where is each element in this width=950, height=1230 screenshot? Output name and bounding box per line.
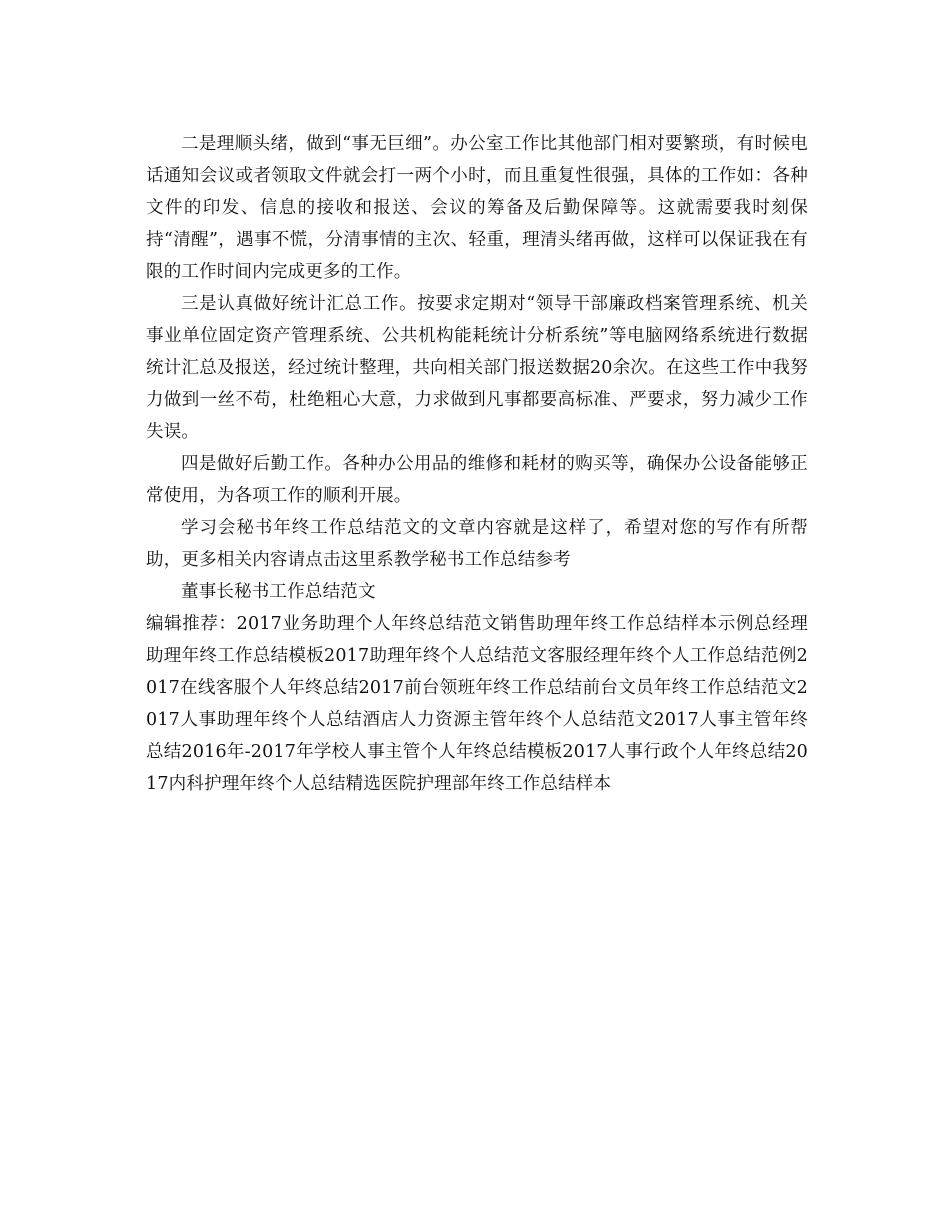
paragraph-statistics-work: 三是认真做好统计汇总工作。按要求定期对“领导干部廉政档案管理系统、机关事业单位固定资产管理系统、公共机构能耗统计分析系统”等电脑网络系统进行数据统计汇总及报送，经过统计整理，共向相关部门报送数据20余次。在这些工作中我努力做到一丝不苟，杜绝粗心大意，力求做到凡事都要高标准、严要求，努力减少工作失误。	[146, 294, 808, 442]
related-article-title: 董事长秘书工作总结范文	[181, 582, 376, 602]
editor-recommendations: 编辑推荐：2017业务助理个人年终总结范文销售助理年终工作总结样本示例总经理助理年终工作总结模板2017助理年终个人总结范文客服经理年终个人工作总结范例2017在线客服个人年终总结2017前台领班年终工作总结前台文员年终工作总结范文2017人事助理年终个人总结酒店人力资源主管年终个人总结范文2017人事主管年终总结2016年-2017年学校人事主管个人年终总结模板2017人事行政个人年终总结2017内科护理年终个人总结精选医院护理部年终工作总结样本	[146, 614, 808, 794]
paragraph-logistics-work: 四是做好后勤工作。各种办公用品的维修和耗材的购买等，确保办公设备能够正常使用，为各项工作的顺利开展。	[146, 454, 808, 506]
paragraph-clarify-tasks: 二是理顺头绪，做到“事无巨细”。办公室工作比其他部门相对要繁琐，有时候电话通知会议或者领取文件就会打一两个小时，而且重复性很强，具体的工作如：各种文件的印发、信息的接收和报送、会议的筹备及后勤保障等。这就需要我时刻保持“清醒”，遇事不慌，分清事情的主次、轻重，理清头绪再做，这样可以保证我在有限的工作时间内完成更多的工作。	[146, 134, 808, 282]
paragraph-closing-note: 学习会秘书年终工作总结范文的文章内容就是这样了，希望对您的写作有所帮助，更多相关内容请点击这里系教学秘书工作总结参考	[146, 518, 808, 570]
document-body	[146, 128, 808, 800]
